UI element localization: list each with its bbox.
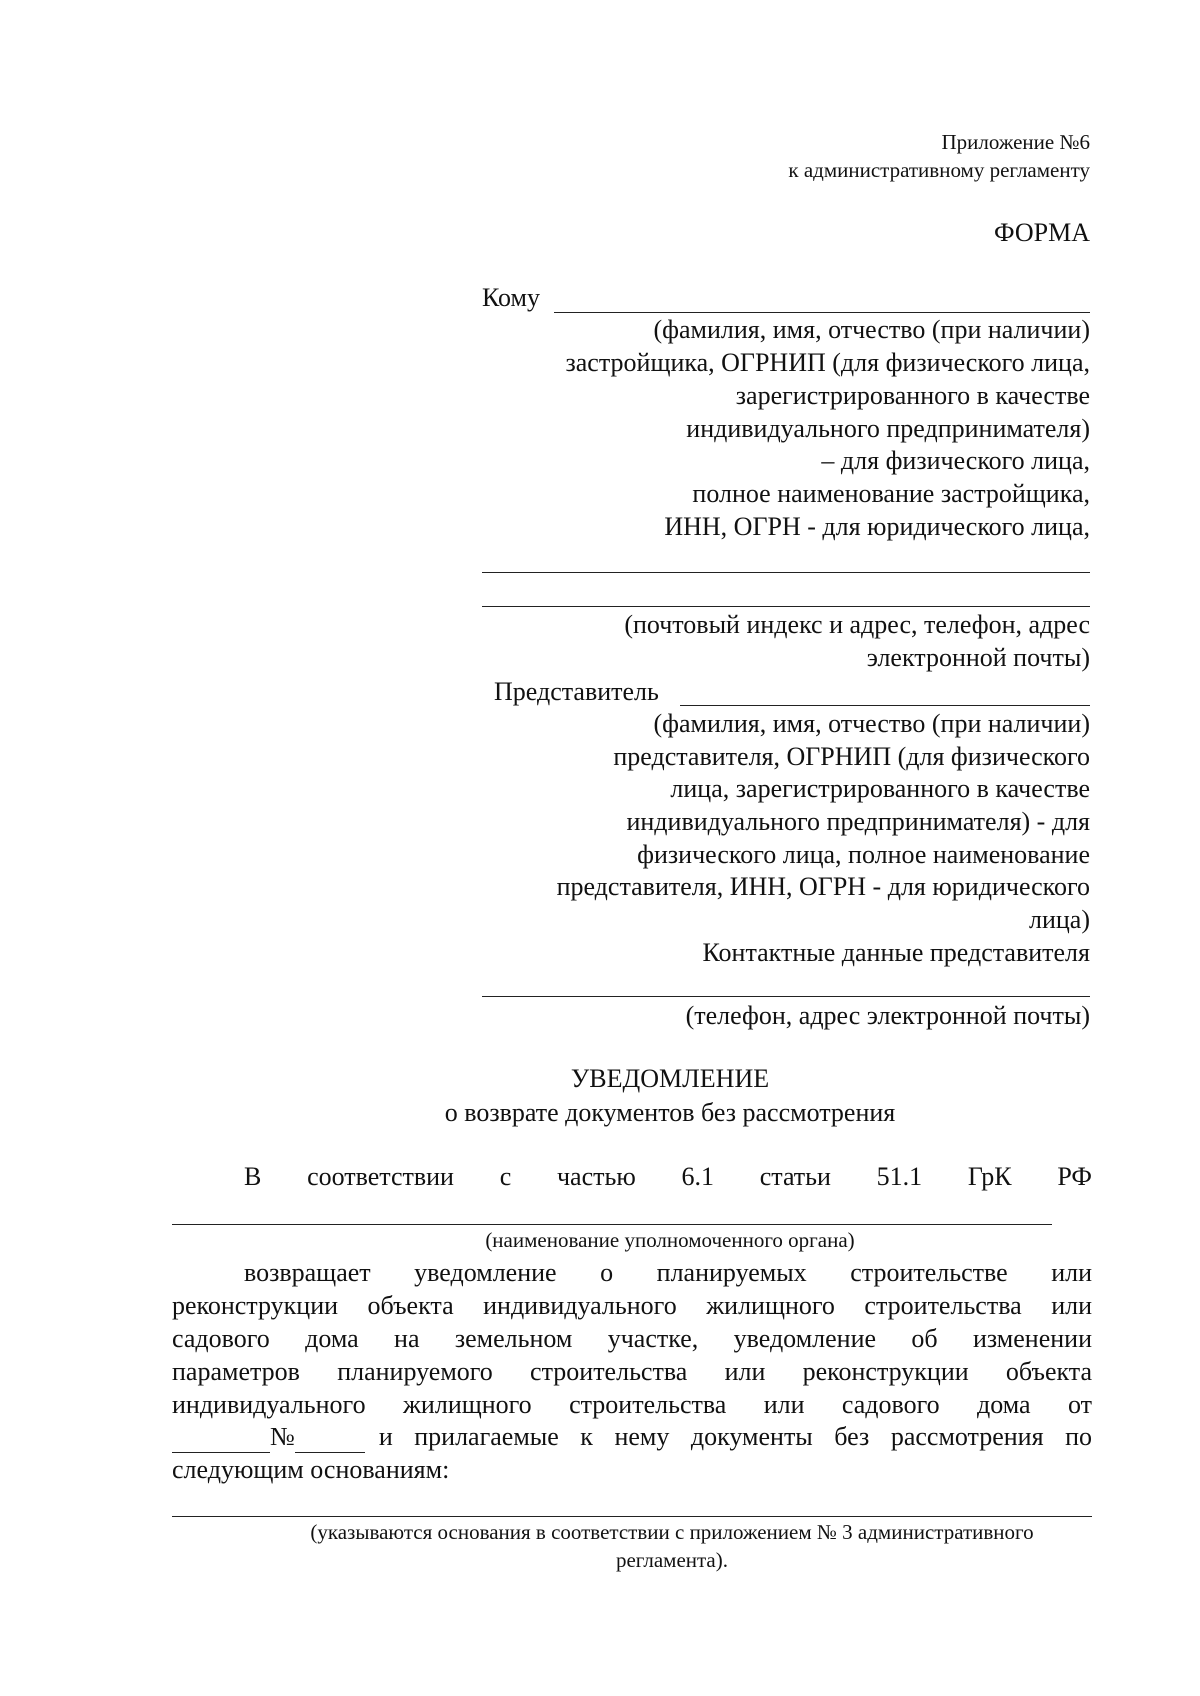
representative-label: Представитель [494, 677, 659, 706]
recipient-caption-5: – для физического лица, [821, 446, 1090, 475]
rep-caption-7: лица) [1028, 905, 1090, 934]
to-label: Кому [482, 283, 541, 312]
date-number-blanks [172, 1422, 365, 1453]
authority-caption: (наименование уполномоченного органа) [485, 1228, 855, 1252]
grounds-line [172, 1516, 1092, 1517]
intro-word: частью [556, 1162, 636, 1191]
rep-caption-5: физического лица, полное наименование [637, 840, 1090, 869]
grounds-caption-2: регламента). [615, 1548, 728, 1572]
representative-name-line [680, 705, 1090, 706]
notice-subtitle: о возврате документов без рассмотрения [444, 1098, 896, 1127]
intro-word: статьи [759, 1162, 831, 1191]
recipient-caption-4: индивидуального предпринимателя) [686, 414, 1090, 443]
recipient-caption-7: ИНН, ОГРН - для юридического лица, [664, 512, 1090, 541]
rep-caption-4: индивидуального предпринимателя) - для [626, 807, 1090, 836]
body-line-3: садового дома на земельном участке, уведомление об изменении [172, 1324, 1092, 1353]
intro-word: ГрК [967, 1162, 1012, 1191]
number-blank [295, 1422, 365, 1453]
rep-contacts-label: Контактные данные представителя [702, 938, 1090, 967]
intro-word: В [244, 1162, 262, 1191]
intro-word: 6.1 [681, 1162, 714, 1191]
rep-caption-1: (фамилия, имя, отчество (при наличии) [653, 709, 1090, 738]
date-blank [172, 1422, 270, 1453]
body-last-line: следующим основаниям: [172, 1455, 450, 1484]
body-line-4: параметров планируемого строительства или реконструкции объекта [172, 1357, 1092, 1386]
recipient-caption-1: (фамилия, имя, отчество (при наличии) [653, 315, 1090, 344]
appendix-regulation: к административному регламенту [788, 158, 1090, 182]
grounds-caption-1: (указываются основания в соответствии с приложением № 3 административного [310, 1520, 1034, 1544]
intro-word: с [499, 1162, 512, 1191]
body-line-2: реконструкции объекта индивидуального жилищного строительства или [172, 1291, 1092, 1320]
rep-contacts-line [482, 996, 1090, 997]
form-label: ФОРМА [994, 218, 1090, 247]
authority-line [172, 1224, 1052, 1225]
address-caption-1: (почтовый индекс и адрес, телефон, адрес [624, 610, 1090, 639]
intro-word: РФ [1057, 1162, 1092, 1191]
address-caption-2: электронной почты) [866, 643, 1090, 672]
rep-contacts-caption: (телефон, адрес электронной почты) [685, 1001, 1090, 1030]
body-line-5: индивидуального жилищного строительства или садового дома от [172, 1390, 1092, 1419]
rep-caption-3: лица, зарегистрированного в качестве [670, 774, 1090, 803]
recipient-caption-3: зарегистрированного в качестве [735, 381, 1090, 410]
notice-title: УВЕДОМЛЕНИЕ [570, 1064, 770, 1093]
number-line [172, 1422, 1092, 1453]
recipient-address-line-1 [482, 572, 1090, 573]
intro-word: 51.1 [876, 1162, 923, 1191]
intro-word: соответствии [307, 1162, 454, 1191]
rep-caption-2: представителя, ОГРНИП (для физического [613, 742, 1090, 771]
body-line-1: возвращает уведомление о планируемых строительстве или [244, 1258, 1092, 1287]
appendix-number: Приложение №6 [941, 130, 1090, 154]
recipient-caption-2: застройщика, ОГРНИП (для физического лица, [565, 348, 1090, 377]
recipient-address-line-2 [482, 606, 1090, 607]
number-sign: № [270, 1422, 295, 1451]
recipient-name-line [554, 312, 1090, 313]
recipient-caption-6: полное наименование застройщика, [692, 479, 1090, 508]
number-line-rest: и прилагаемые к нему документы без рассмотрения по [378, 1422, 1092, 1451]
intro-line [244, 1162, 1092, 1192]
rep-caption-6: представителя, ИНН, ОГРН - для юридического [556, 872, 1090, 901]
